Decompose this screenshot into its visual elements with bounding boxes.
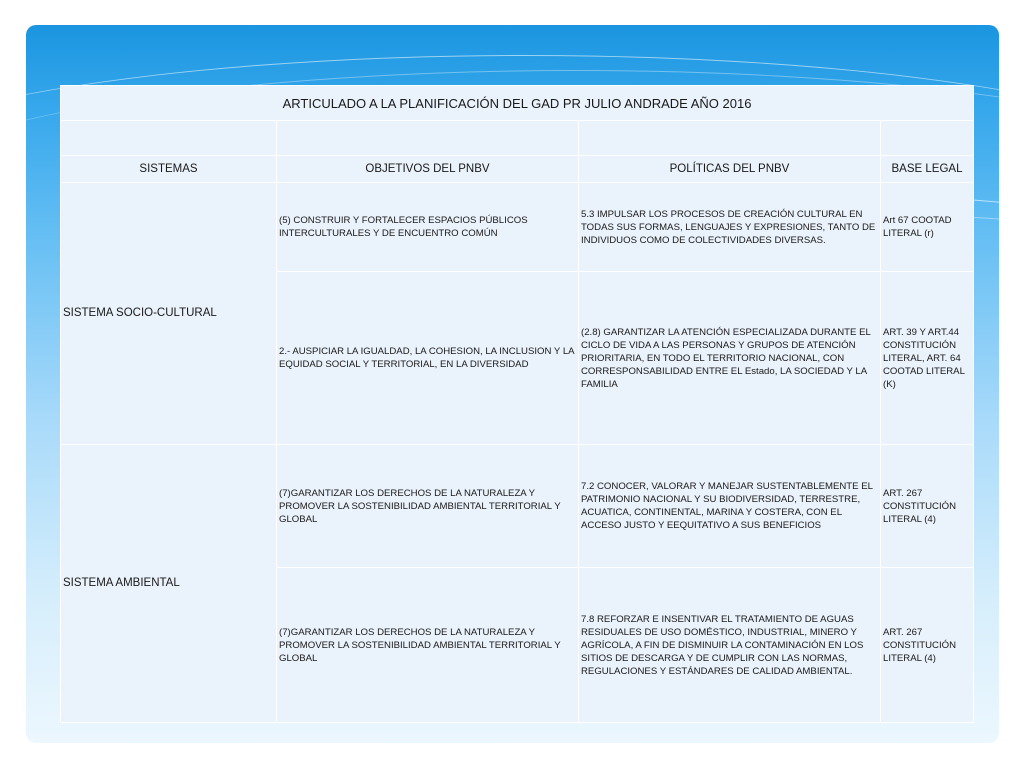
table-row xyxy=(61,445,974,568)
empty-cell xyxy=(881,121,974,156)
header-row xyxy=(61,156,974,183)
table-title: ARTICULADO A LA PLANIFICACIÓN DEL GAD PR JULIO ANDRADE AÑO 2016 xyxy=(61,86,974,121)
objetivo-cell: (7)GARANTIZAR LOS DERECHOS DE LA NATURALEZA Y PROMOVER LA SOSTENIBILIDAD AMBIENTAL TERRITORIAL Y GLOBAL xyxy=(277,445,579,568)
base-legal-cell: ART. 267 CONSTITUCIÓN LITERAL (4) xyxy=(881,568,974,723)
title-row xyxy=(61,86,974,121)
empty-cell xyxy=(579,121,881,156)
system-cell-ambiental: SISTEMA AMBIENTAL xyxy=(61,445,277,723)
objetivo-cell: (5) CONSTRUIR Y FORTALECER ESPACIOS PÚBLICOS INTERCULTURALES Y DE ENCUENTRO COMÚN xyxy=(277,183,579,272)
header-objetivos: OBJETIVOS DEL PNBV xyxy=(277,156,579,183)
politica-cell: (2.8) GARANTIZAR LA ATENCIÓN ESPECIALIZADA DURANTE EL CICLO DE VIDA A LAS PERSONAS Y GRUPOS DE ATENCIÓN PRIORITARIA, EN TODO EL TERRITORIO NACIONAL, CON CORRESPONSABILIDAD ENTRE EL Estado, LA SOCIEDAD Y LA FAMILIA xyxy=(579,272,881,445)
objetivo-cell: 2.- AUSPICIAR LA IGUALDAD, LA COHESION, LA INCLUSION Y LA EQUIDAD SOCIAL Y TERRITORIAL, EN LA DIVERSIDAD xyxy=(277,272,579,445)
politica-cell: 7.2 CONOCER, VALORAR Y MANEJAR SUSTENTABLEMENTE EL PATRIMONIO NACIONAL Y SU BIODIVERSIDAD, TERRESTRE, ACUATICA, CONTINENTAL, MARINA Y COSTERA, CON EL ACCESO JUSTO Y EEQUITATIVO A SUS BENEFICIOS xyxy=(579,445,881,568)
base-legal-cell: Art 67 COOTAD LITERAL (r) xyxy=(881,183,974,272)
table-row xyxy=(61,183,974,272)
blank-row xyxy=(61,121,974,156)
empty-cell xyxy=(61,121,277,156)
header-base-legal: BASE LEGAL xyxy=(881,156,974,183)
header-sistemas: SISTEMAS xyxy=(61,156,277,183)
system-cell-socio-cultural: SISTEMA SOCIO-CULTURAL xyxy=(61,183,277,445)
base-legal-cell: ART. 267 CONSTITUCIÓN LITERAL (4) xyxy=(881,445,974,568)
politica-cell: 5.3 IMPULSAR LOS PROCESOS DE CREACIÓN CULTURAL EN TODAS SUS FORMAS, LENGUAJES Y EXPRESIONES, TANTO DE INDIVIDUOS COMO DE COLECTIVIDADES DIVERSAS. xyxy=(579,183,881,272)
objetivo-cell: (7)GARANTIZAR LOS DERECHOS DE LA NATURALEZA Y PROMOVER LA SOSTENIBILIDAD AMBIENTAL TERRITORIAL Y GLOBAL xyxy=(277,568,579,723)
politica-cell: 7.8 REFORZAR E INSENTIVAR EL TRATAMIENTO DE AGUAS RESIDUALES DE USO DOMÉSTICO, INDUSTRIAL, MINERO Y AGRÍCOLA, A FIN DE DISMINUIR LA CONTAMINACIÓN EN LOS SITIOS DE DESCARGA Y DE CUMPLIR CON LAS NORMAS, REGULACIONES Y ESTÁNDARES DE CALIDAD AMBIENTAL. xyxy=(579,568,881,723)
header-politicas: POLÍTICAS DEL PNBV xyxy=(579,156,881,183)
base-legal-cell: ART. 39 Y ART.44 CONSTITUCIÓN LITERAL, ART. 64 COOTAD LITERAL (K) xyxy=(881,272,974,445)
empty-cell xyxy=(277,121,579,156)
planning-table xyxy=(60,85,974,723)
